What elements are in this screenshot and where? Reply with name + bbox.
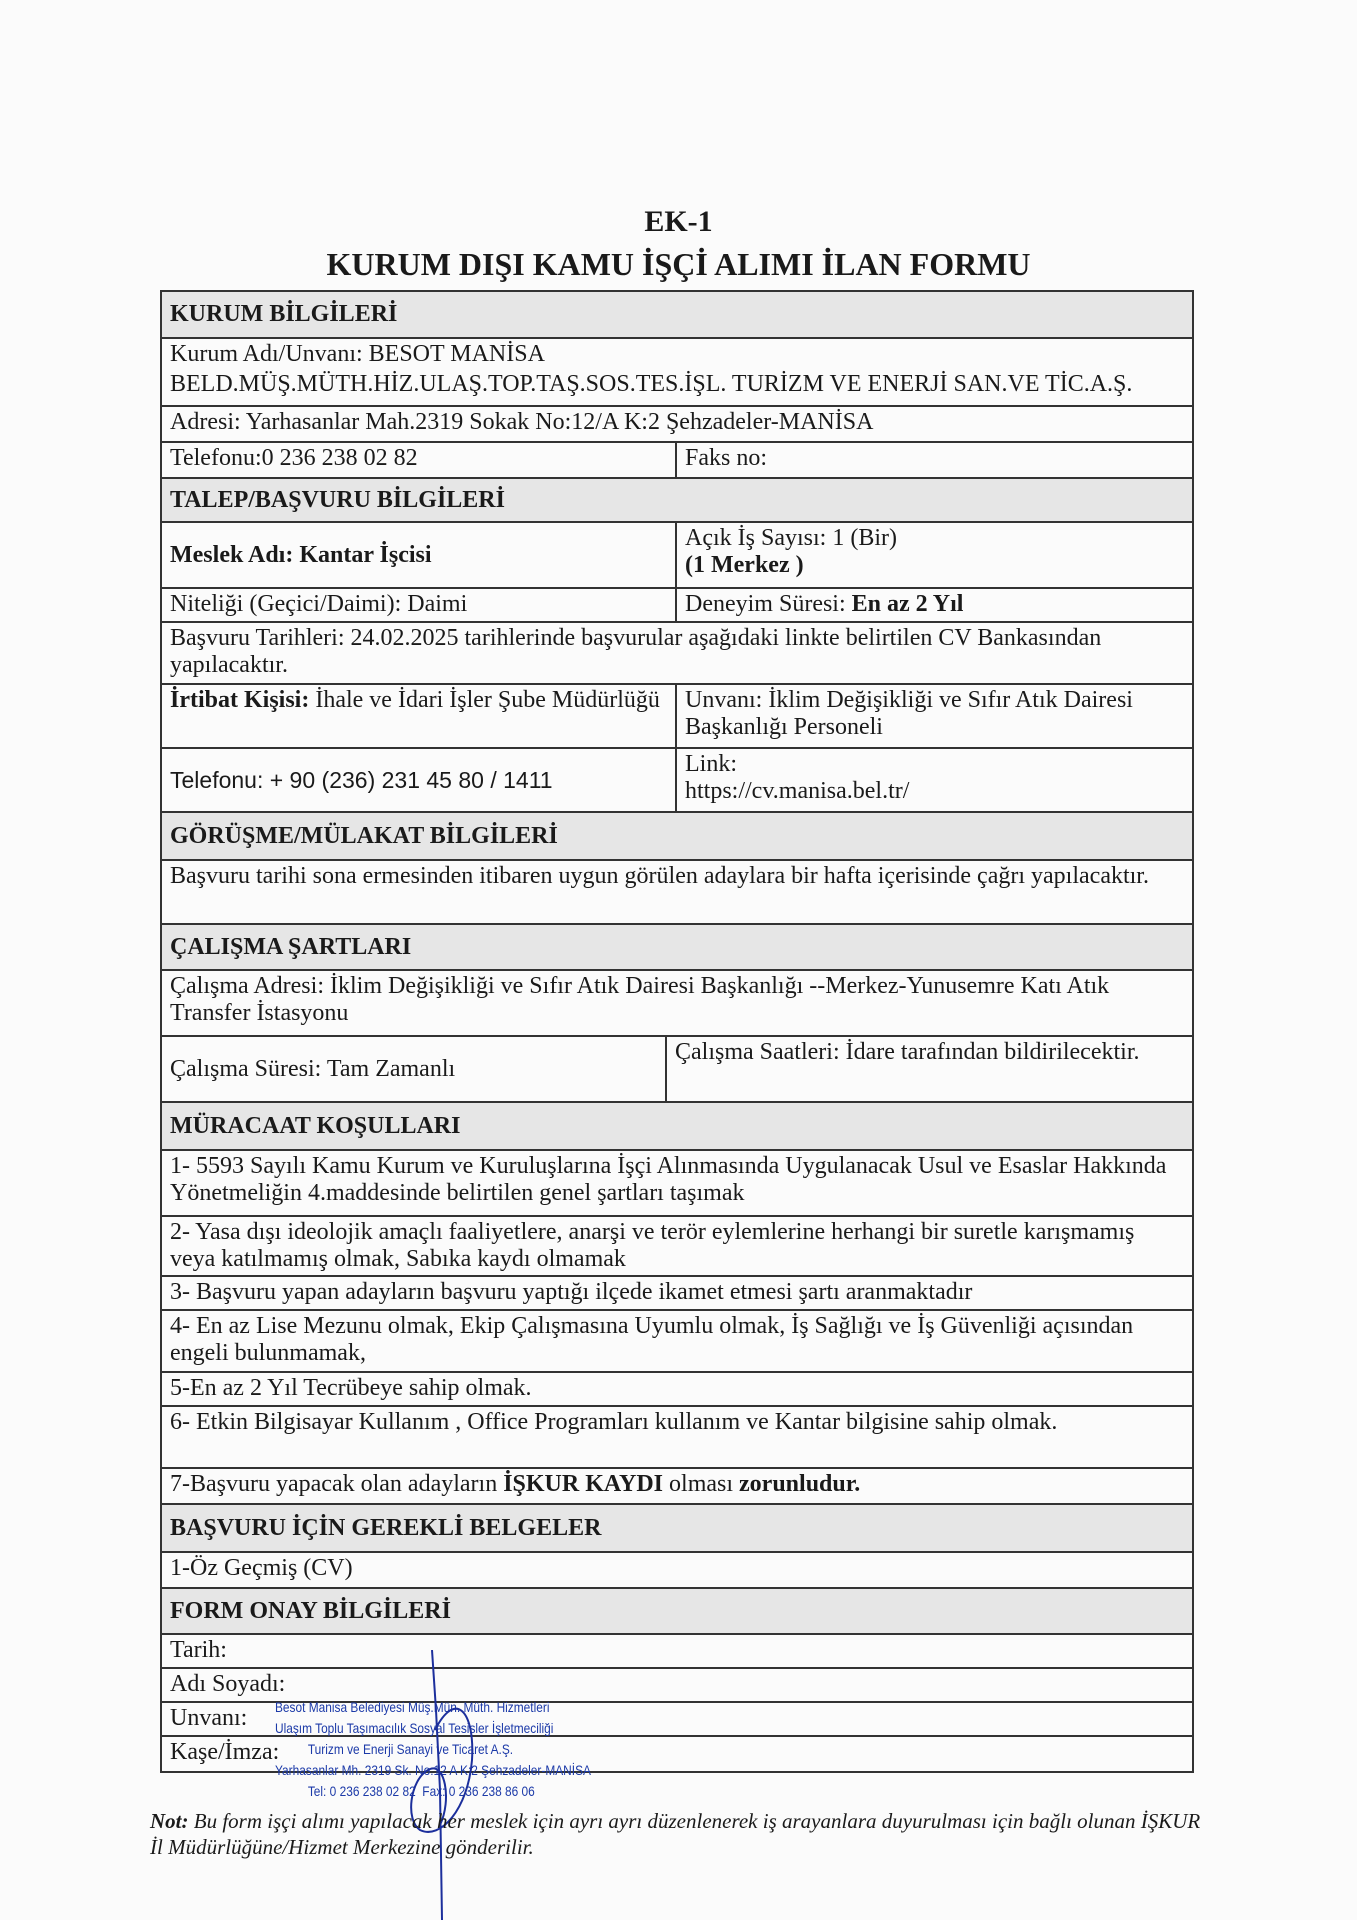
condition-item: 4- En az Lise Mezunu olmak, Ekip Çalışmasına Uyumlu olmak, İş Sağlığı ve İş Güvenliği açısından engeli bulunmamak, [170, 1313, 1134, 1366]
signature-icon [400, 1650, 520, 1920]
kurum-adi: Kurum Adı/Unvanı: BESOT MANİSA [170, 341, 545, 367]
section-heading: GÖRÜŞME/MÜLAKAT BİLGİLERİ [170, 822, 558, 849]
cv-link[interactable]: https://cv.manisa.bel.tr/ [685, 778, 910, 804]
gorusme-text: Başvuru tarihi sona ermesinden itibaren uygun görülen adaylara bir hafta içerisinde çağrı yapılacaktır. [170, 863, 1149, 889]
irtibat-unvani: Unvanı: İklim Değişikliği ve Sıfır Atık Dairesi Başkanlığı Personeli [685, 687, 1133, 740]
acik-is-sayisi: Açık İş Sayısı: 1 (Bir) (1 Merkez ) [685, 525, 897, 578]
kurum-adi-full: BELD.MÜŞ.MÜTH.HİZ.ULAŞ.TOP.TAŞ.SOS.TES.İŞL. TURİZM VE ENERJİ SAN.VE TİC.A.Ş. [170, 371, 1133, 397]
onay-adi-soyadi: Adı Soyadı: [170, 1671, 286, 1697]
section-talep [162, 479, 1192, 523]
onay-unvani: Unvanı: [170, 1705, 248, 1731]
section-heading: ÇALIŞMA ŞARTLARI [170, 933, 412, 960]
section-belgeler [162, 1505, 1192, 1553]
deneyim-suresi: Deneyim Süresi: En az 2 Yıl [685, 591, 964, 617]
kurum-faks: Faks no: [685, 445, 768, 471]
kurum-telefon: Telefonu:0 236 238 02 82 [162, 443, 677, 477]
section-gorusme [162, 813, 1192, 861]
announcement-form [160, 290, 1194, 1773]
meslek-adi: Meslek Adı: Kantar İşcisi [162, 523, 677, 587]
section-kurum [162, 290, 1192, 339]
section-calisma [162, 925, 1192, 971]
belge-item: 1-Öz Geçmiş (CV) [170, 1555, 353, 1581]
niteligi: Niteliği (Geçici/Daimi): Daimi [162, 589, 677, 621]
section-onay [162, 1589, 1192, 1635]
section-heading: TALEP/BAŞVURU BİLGİLERİ [170, 486, 505, 513]
condition-item: 7-Başvuru yapacak olan adayların İŞKUR KAYDI olması zorunludur. [170, 1471, 861, 1497]
section-heading: KURUM BİLGİLERİ [170, 301, 398, 327]
form-title: KURUM DIŞI KAMU İŞÇİ ALIMI İLAN FORMU [326, 246, 1031, 282]
irtibat-kisisi: İrtibat Kişisi: İhale ve İdari İşler Şube Müdürlüğü [162, 685, 677, 747]
basvuru-tarihleri: Başvuru Tarihleri: 24.02.2025 tarihlerinde başvurular aşağıdaki linkte belirtilen CV Bankasından yapılacaktır. [170, 625, 1102, 678]
calisma-suresi: Çalışma Süresi: Tam Zamanlı [162, 1037, 667, 1101]
link: Link: https://cv.manisa.bel.tr/ [677, 749, 1192, 811]
section-heading: FORM ONAY BİLGİLERİ [170, 1597, 451, 1624]
kurum-adres: Adresi: Yarhasanlar Mah.2319 Sokak No:12/A K:2 Şehzadeler-MANİSA [170, 409, 874, 435]
condition-item: 3- Başvuru yapan adayların başvuru yaptığı ilçede ikamet etmesi şartı aranmaktadır [170, 1279, 973, 1305]
calisma-adresi: Çalışma Adresi: İklim Değişikliği ve Sıfır Atık Dairesi Başkanlığı --Merkez-Yunusemre Katı Atık Transfer İstasyonu [170, 973, 1110, 1026]
section-heading: BAŞVURU İÇİN GEREKLİ BELGELER [170, 1514, 602, 1541]
condition-item: 2- Yasa dışı ideolojik amaçlı faaliyetlere, anarşi ve terör eylemlerine herhangi bir suretle karışmamış veya katılmamış olmak, Sabıka kaydı olmamak [170, 1219, 1135, 1272]
calisma-saatleri: Çalışma Saatleri: İdare tarafından bildirilecektir. [675, 1039, 1140, 1065]
onay-tarih: Tarih: [170, 1637, 227, 1663]
irtibat-telefon: Telefonu: + 90 (236) 231 45 80 / 1411 [162, 749, 677, 811]
section-heading: MÜRACAAT KOŞULLARI [170, 1112, 461, 1139]
section-muracaat [162, 1103, 1192, 1151]
footer-note: Not: Bu form işçi alımı yapılacak her meslek için ayrı ayrı düzenlenerek iş arayanlara duyurulması için bağlı olunan İŞKUR İl Müdürlüğüne/Hizmet Merkezine gönderilir. [150, 1809, 1201, 1859]
condition-item: 5-En az 2 Yıl Tecrübeye sahip olmak. [170, 1375, 532, 1401]
form-code: EK-1 [644, 205, 713, 238]
company-stamp: Besot Manisa Belediyesi Müş.Mün. Müth. Hizmetleri Ulaşım Toplu Taşımacılık Sosyal Tesisler İşletmeciliği Turizm ve Enerji Sanayi ve Ticaret A.Ş. Yarhasanlar Mh. 2319 Sk. No:12 A K:2 Şehzadeler-MANİSA Tel: 0 236 238 02 82 Fax: 0 236 238 86 06 [275, 1699, 591, 1799]
condition-item: 6- Etkin Bilgisayar Kullanım , Office Programları kullanım ve Kantar bilgisine sahip olmak. [170, 1409, 1058, 1435]
condition-item: 1- 5593 Sayılı Kamu Kurum ve Kuruluşlarına İşçi Alınmasında Uygulanacak Usul ve Esaslar Hakkında Yönetmeliğin 4.maddesinde belirtilen genel şartları taşımak [170, 1153, 1167, 1206]
onay-kase-imza: Kaşe/İmza: [170, 1739, 280, 1765]
